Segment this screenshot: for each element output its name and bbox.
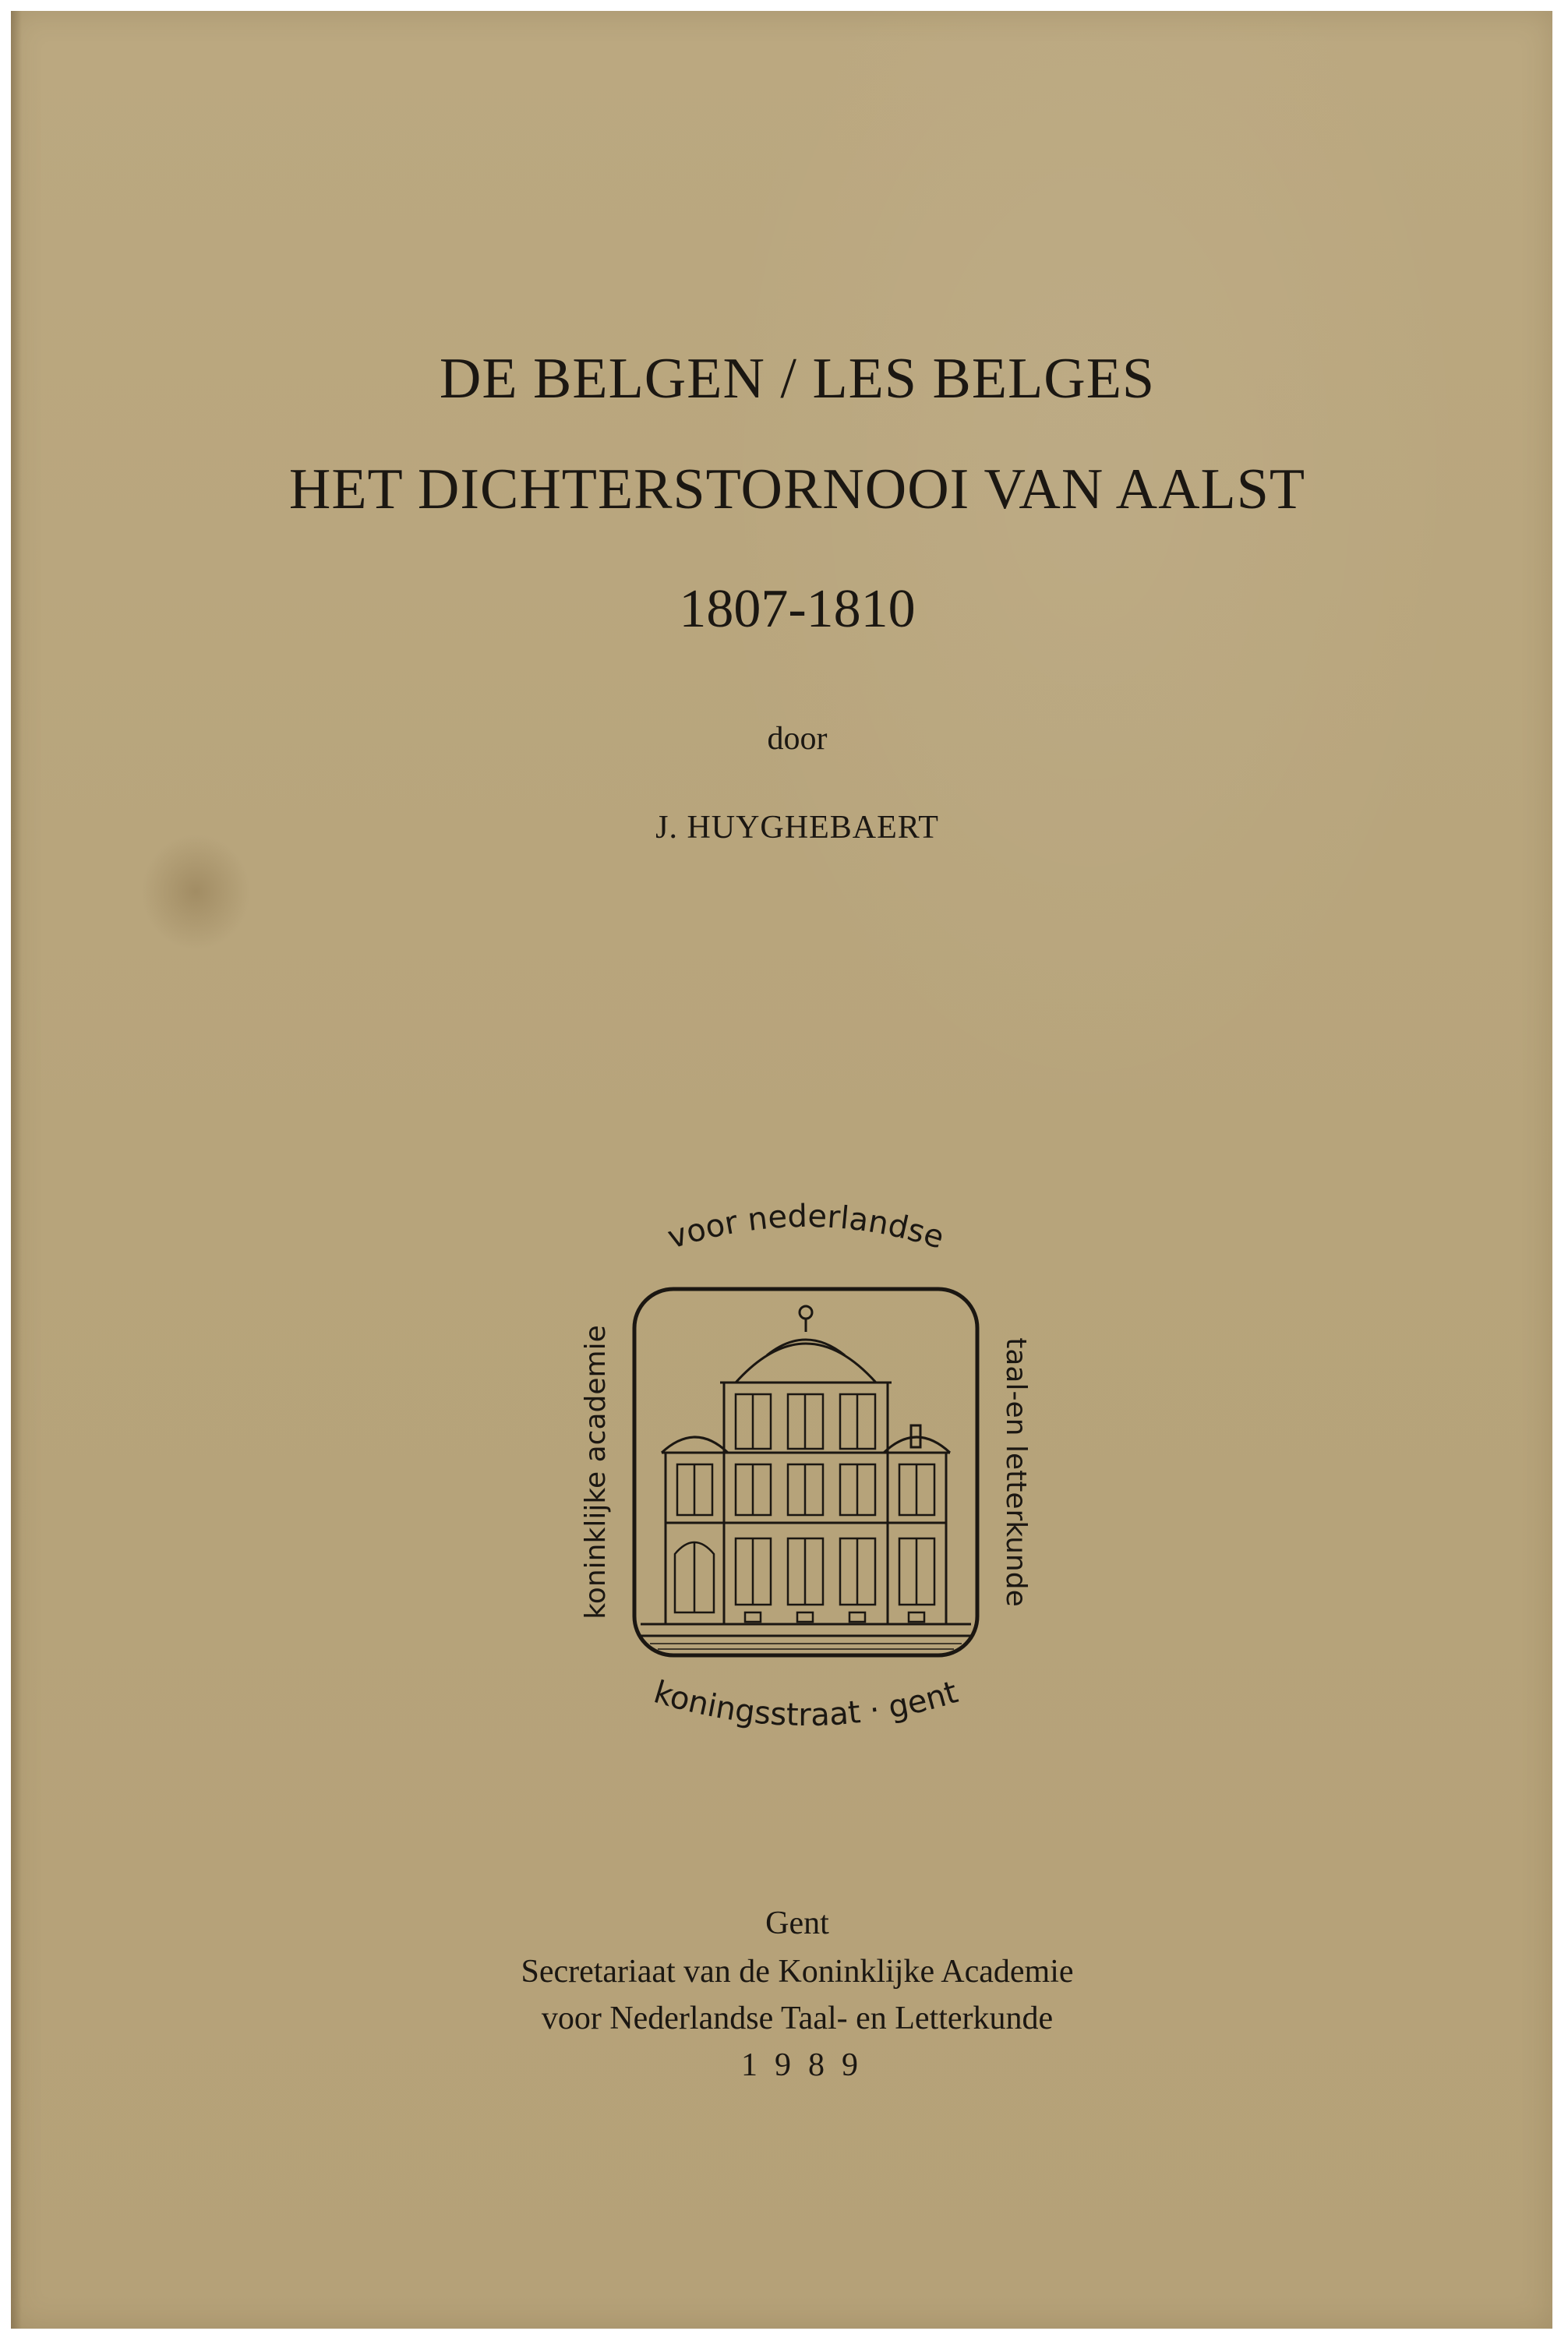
academy-seal	[580, 1188, 1032, 1757]
author-name: J. HUYGHEBAERT	[655, 810, 939, 846]
seal-text-bottom: koningsstraat · gent	[649, 1674, 962, 1734]
building-drawing	[641, 1306, 971, 1649]
seal-text-right: taal-en letterkunde	[1000, 1337, 1032, 1607]
title-line-2: HET DICHTERSTORNOOI VAN AALST	[288, 457, 1306, 521]
seal-text-left: koninklijke academie	[580, 1325, 612, 1619]
publication-year: 1989	[741, 2047, 875, 2083]
seal-text-top: voor nederlandse	[663, 1198, 948, 1256]
academy-seal-emblem	[580, 1188, 1032, 1757]
title-line-1: DE BELGEN / LES BELGES	[439, 347, 1156, 411]
publisher-city: Gent	[765, 1905, 829, 1941]
by-word: door	[767, 721, 828, 757]
publisher-line-2: voor Nederlandse Taal- en Letterkunde	[541, 2001, 1054, 2036]
title-years: 1807-1810	[679, 579, 916, 639]
publisher-line-1: Secretariaat van de Koninklijke Academie	[521, 1954, 1074, 1990]
cover-edge-shadow	[11, 11, 22, 2329]
book-cover	[11, 11, 1552, 2329]
